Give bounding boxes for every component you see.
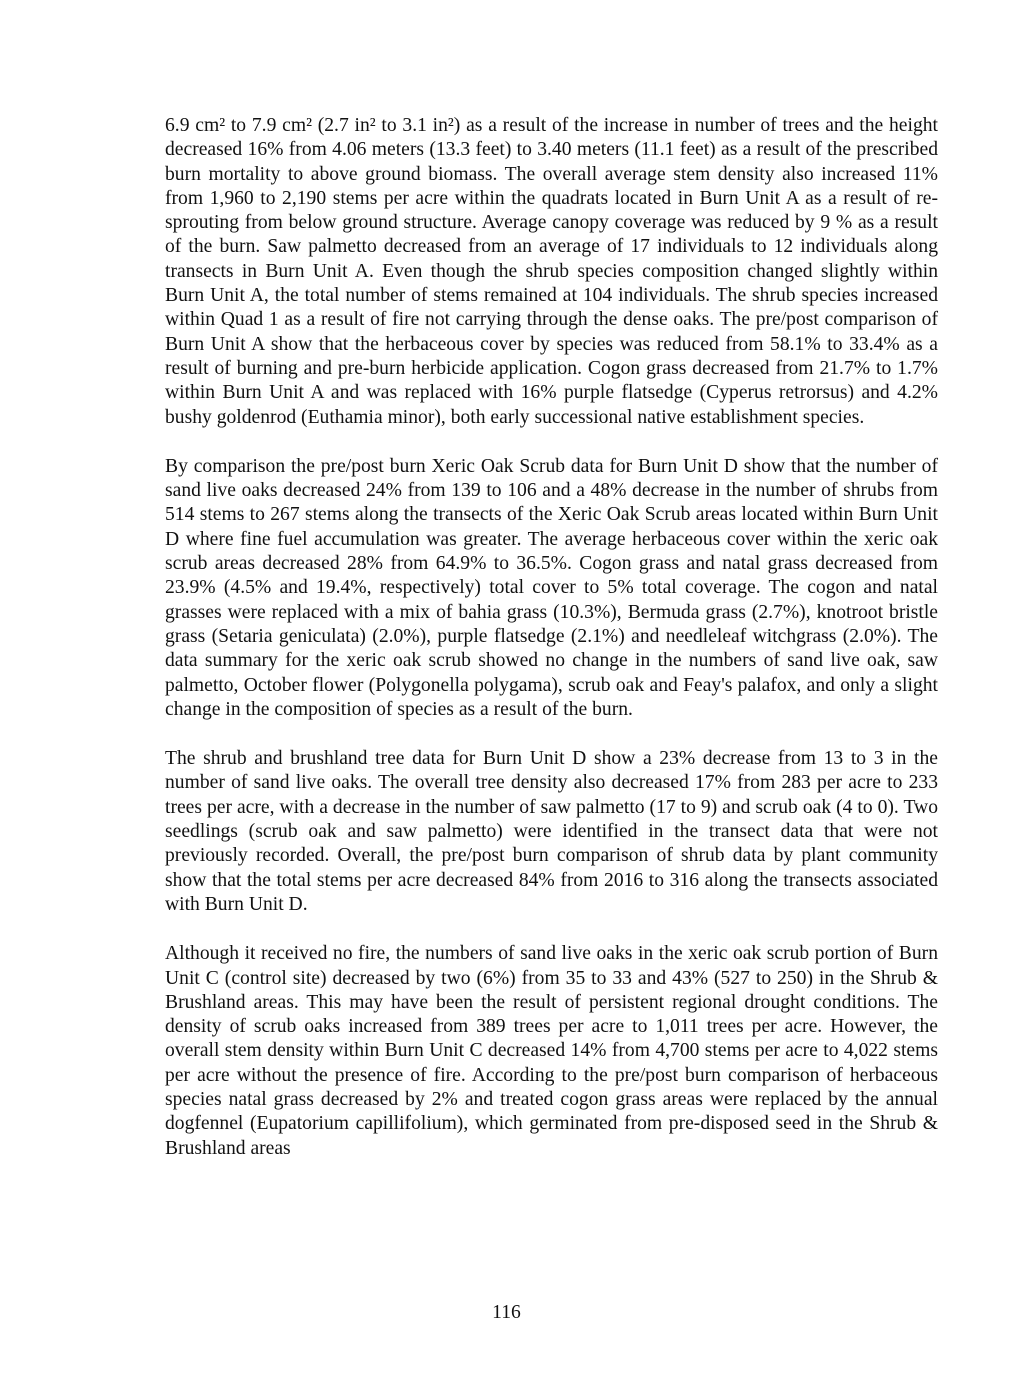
document-body (165, 114, 938, 1186)
paragraph-4: Although it received no fire, the numbers of sand live oaks in the xeric oak scrub portion of Burn Unit C (control site) decreased by two (6%) from 35 to 33 and 43% (527 to 250) in the Shrub & Brushland areas. This may have been the result of persistent regional drought conditions. The density of scrub oaks increased from 389 trees per acre to 1,011 trees per acre. However, the overall stem density within Burn Unit C decreased 14% from 4,700 stems per acre to 4,022 stems per acre without the presence of fire. According to the pre/post burn comparison of herbaceous species natal grass decreased by 2% and treated cogon grass areas were replaced by the annual dogfennel (Eupatorium capillifolium), which germinated from pre-disposed seed in the Shrub & Brushland areas (165, 943, 938, 1159)
paragraph-3: The shrub and brushland tree data for Burn Unit D show a 23% decrease from 13 to 3 in the number of sand live oaks. The overall tree density also decreased 17% from 283 per acre to 233 trees per acre, with a decrease in the number of saw palmetto (17 to 9) and scrub oak (4 to 0). Two seedlings (scrub oak and saw palmetto) were identified in the transect data that were not previously recorded. Overall, the pre/post burn comparison of shrub data by plant community show that the total stems per acre decreased 84% from 2016 to 316 along the transects associated with Burn Unit D. (165, 748, 938, 915)
paragraph-1: 6.9 cm² to 7.9 cm² (2.7 in² to 3.1 in²) as a result of the increase in number of trees and the height decreased 16% from 4.06 meters (13.3 feet) to 3.40 meters (11.1 feet) as a result of the prescribed burn mortality to above ground biomass. The overall average stem density also increased 11% from 1,960 to 2,190 stems per acre within the quadrats located in Burn Unit A as a result of re-sprouting from below ground structure. Average canopy coverage was reduced by 9 % as a result of the burn. Saw palmetto decreased from an average of 17 individuals to 12 individuals along transects in Burn Unit A. Even though the shrub species composition changed slightly within Burn Unit A, the total number of stems remained at 104 individuals. The shrub species increased within Quad 1 as a result of fire not carrying through the dense oaks. The pre/post comparison of Burn Unit A show that the herbaceous cover by species was reduced from 58.1% to 33.4% as a result of burning and pre-burn herbicide application. Cogon grass decreased from 21.7% to 1.7% within Burn Unit A and was replaced with 16% purple flatsedge (Cyperus retrorsus) and 4.2% bushy goldenrod (Euthamia minor), both early successional native establishment species. (165, 115, 938, 428)
page-number: 116 (492, 1302, 521, 1323)
paragraph-2: By comparison the pre/post burn Xeric Oak Scrub data for Burn Unit D show that the number of sand live oaks decreased 24% from 139 to 106 and a 48% decrease in the number of shrubs from 514 stems to 267 stems along the transects of the Xeric Oak Scrub areas located within Burn Unit D where fine fuel accumulation was greater. The average herbaceous cover within the xeric oak scrub areas decreased 28% from 64.9% to 36.5%. Cogon grass and natal grass decreased from 23.9% (4.5% and 19.4%, respectively) total cover to 5% total coverage. The cogon and natal grasses were replaced with a mix of bahia grass (10.3%), Bermuda grass (2.7%), knotroot bristle grass (Setaria geniculata) (2.0%), purple flatsedge (2.1%) and needleleaf witchgrass (2.0%). The data summary for the xeric oak scrub showed no change in the numbers of sand live oak, saw palmetto, October flower (Polygonella polygama), scrub oak and Feay's palafox, and only a slight change in the composition of species as a result of the burn. (165, 455, 938, 720)
